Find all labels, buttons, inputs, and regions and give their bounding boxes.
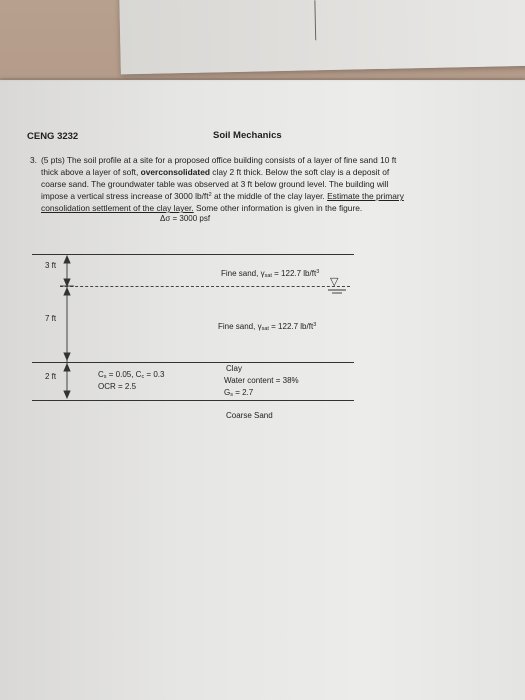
problem-line-1: (5 pts) The soil profile at a site for a proposed office building consists of a layer of fine sand 10 ft <box>41 155 397 165</box>
bold-overconsolidated: overconsolidated <box>140 167 210 177</box>
problem-line-3: coarse sand. The groundwater table was observed at 3 ft below ground level. The building will <box>41 179 389 189</box>
water-table-triangle-icon: ▽ <box>330 276 339 288</box>
underlined-task-1: Estimate the primary <box>327 191 404 201</box>
dim-label-7ft: 7 ft <box>45 314 57 323</box>
problem-line-5: consolidation settlement of the clay layer. Some other information is given in the figure. <box>41 203 363 213</box>
dim-label-3ft: 3 ft <box>45 261 57 270</box>
problem-line-4: impose a vertical stress increase of 3000 $lb/ft^2$ at the middle of the clay layer. Estimate the primary <box>41 191 404 201</box>
course-code: CENG 3232 <box>27 131 79 142</box>
course-subject: Soil Mechanics <box>213 130 282 141</box>
arrowhead-2ft-bottom <box>64 391 70 398</box>
arrowhead-2ft-top <box>64 364 70 371</box>
clay-water-content: Water content = 38% <box>224 376 299 385</box>
underlined-task-2: consolidation settlement of the clay layer. <box>41 203 194 213</box>
layer-fine-sand-upper: Fine sand, γsat = 122.7 $lb/ft^3$ <box>221 269 320 279</box>
problem-line-2: thick above a layer of soft, overconsolidated clay 2 ft thick. Below the soft clay is a deposit of <box>41 167 390 177</box>
arrowhead-7ft-top <box>64 288 70 295</box>
coarse-sand-label: Coarse Sand <box>226 411 273 420</box>
water-table-marker <box>328 290 346 293</box>
clay-compression-indices: Cs = 0.05, Cc = 0.3 <box>98 370 165 380</box>
load-increase-label: Δσ = 3000 psf <box>160 214 211 223</box>
clay-layer-name: Clay <box>226 364 243 373</box>
clay-ocr: OCR = 2.5 <box>98 382 137 391</box>
arrowhead-7ft-bottom <box>64 353 70 360</box>
problem-number: 3. <box>30 155 37 165</box>
arrowhead-3ft-bottom <box>64 279 70 286</box>
arrowhead-3ft-top <box>64 256 70 263</box>
clay-specific-gravity: Gs = 2.7 <box>224 388 254 398</box>
dim-label-2ft: 2 ft <box>45 372 57 381</box>
layer-fine-sand-lower: Fine sand, γsat = 122.7 $lb/ft^3$ <box>218 322 317 332</box>
